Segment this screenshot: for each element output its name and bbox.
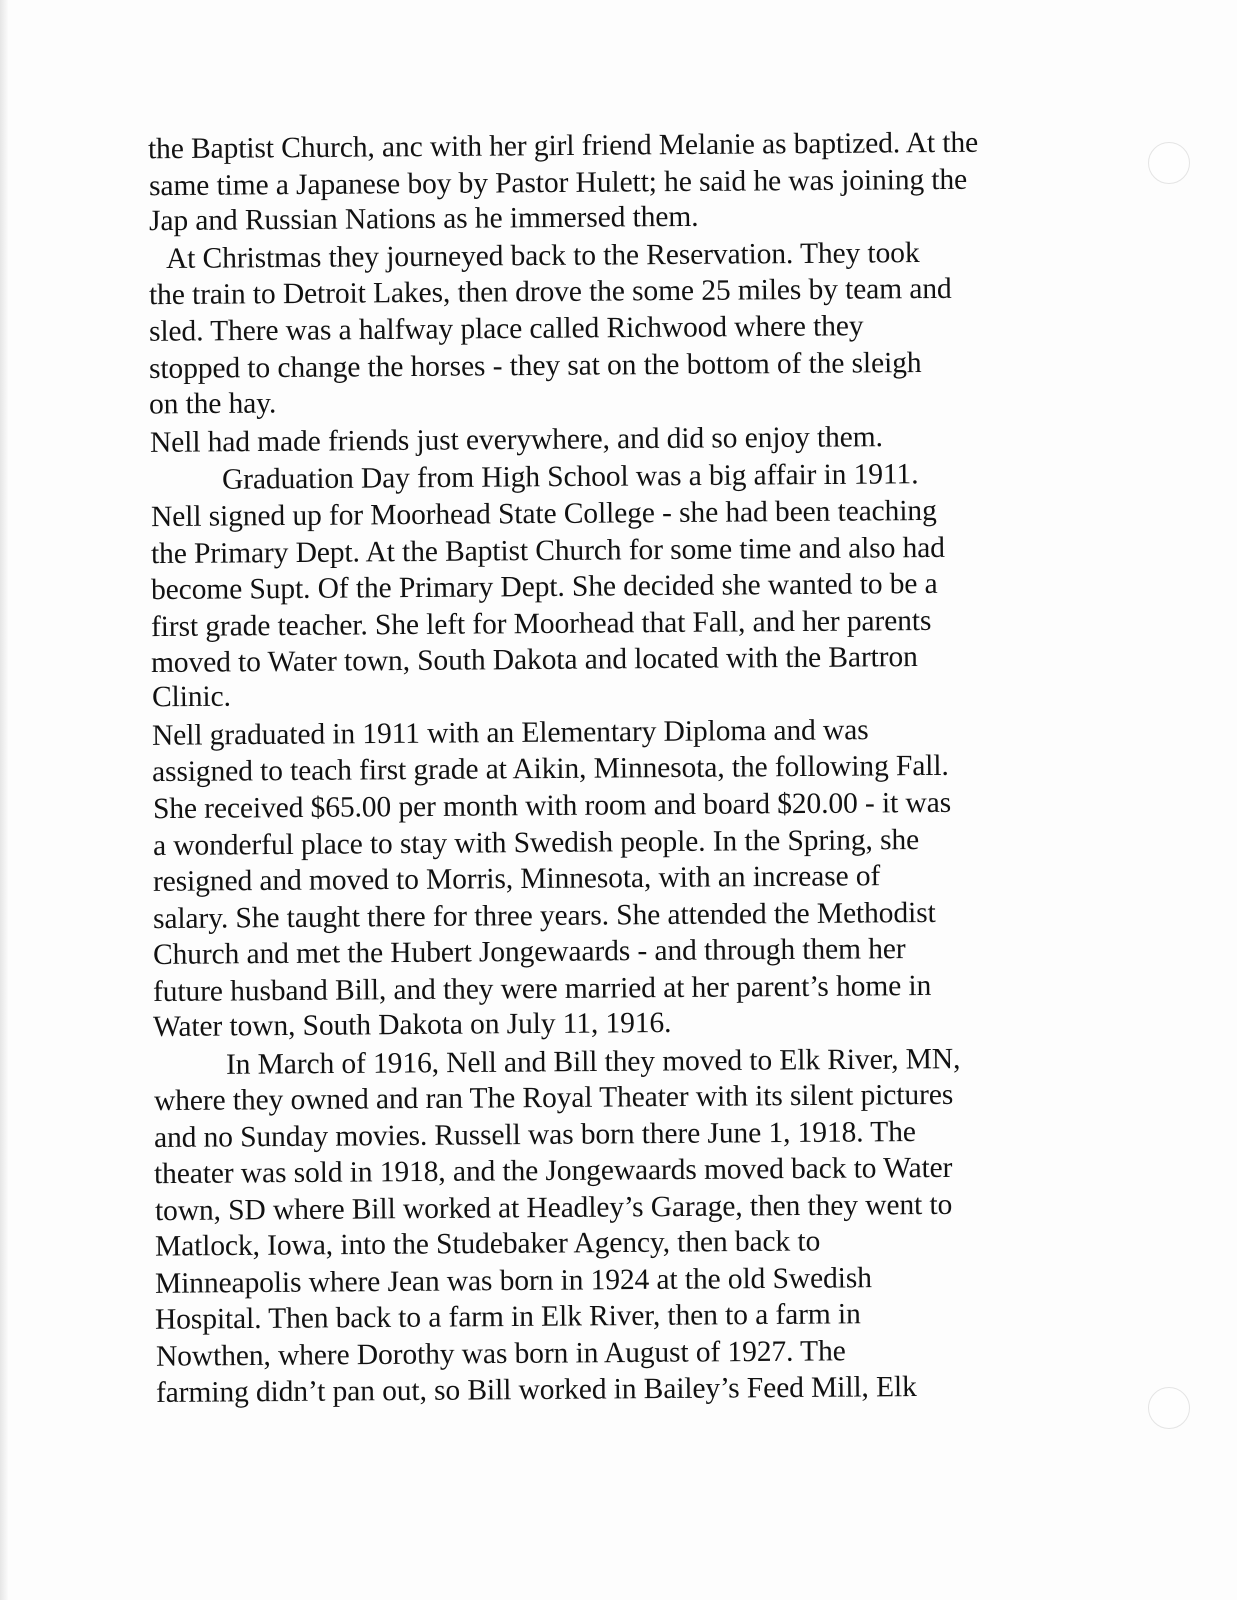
text-line: stopped to change the horses - they sat on the bottom of the sleigh: [148, 346, 922, 386]
text-line: town, SD where Bill worked at Headley’s Garage, then they went to: [154, 1188, 953, 1228]
text-line: where they owned and ran The Royal Theater with its silent pictures: [153, 1078, 954, 1118]
text-line: a wonderful place to stay with Swedish people. In the Spring, she: [152, 823, 920, 863]
text-line: Hospital. Then back to a farm in Elk River, then to a farm in: [154, 1298, 861, 1336]
text-line: She received $65.00 per month with room and board $20.00 - it was: [152, 786, 952, 826]
text-line: Nell signed up for Moorhead State College - she had been teaching: [150, 494, 937, 534]
text-line: farming didn’t pan out, so Bill worked in Bailey’s Feed Mill, Elk: [155, 1371, 917, 1409]
text-line: the train to Detroit Lakes, then drove the some 25 miles by team and: [148, 272, 952, 312]
text-line: future husband Bill, and they were married at her parent’s home in: [152, 969, 932, 1009]
text-line: In March of 1916, Nell and Bill they moved to Elk River, MN,: [225, 1043, 961, 1081]
punch-hole-top: [1148, 142, 1190, 184]
text-line: the Primary Dept. At the Baptist Church for some time and also had: [150, 531, 945, 571]
text-line: salary. She taught there for three years. She attended the Methodist: [152, 896, 936, 936]
text-line: the Baptist Church, anc with her girl friend Melanie as baptized. At the: [147, 126, 979, 166]
text-line: Minneapolis where Jean was born in 1924 at the old Swedish: [154, 1262, 872, 1300]
text-line: moved to Water town, South Dakota and located with the Bartron: [150, 640, 918, 680]
text-line: same time a Japanese boy by Pastor Hulett; he said he was joining the: [148, 163, 968, 203]
text-line: Church and met the Hubert Jongewaards - and through them her: [152, 933, 906, 971]
text-line: Nell had made friends just everywhere, and did so enjoy them.: [149, 421, 883, 459]
text-line: Nell graduated in 1911 with an Elementary Diploma and was: [151, 714, 869, 752]
text-line: sled. There was a halfway place called Richwood where they: [148, 310, 864, 348]
text-line: Matlock, Iowa, into the Studebaker Agency, then back to: [154, 1225, 821, 1263]
text-line: and no Sunday movies. Russell was born there June 1, 1918. The: [153, 1116, 916, 1154]
text-line: first grade teacher. She left for Moorhead that Fall, and her parents: [150, 604, 932, 644]
text-line: Jap and Russian Nations as he immersed them.: [148, 200, 699, 238]
text-line: At Christmas they journeyed back to the Reservation. They took: [165, 237, 920, 275]
scan-edge-shadow: [0, 0, 8, 1600]
text-line: Graduation Day from High School was a big affair in 1911.: [221, 458, 919, 496]
text-line: resigned and moved to Morris, Minnesota, with an increase of: [152, 860, 881, 898]
text-line: Water town, South Dakota on July 11, 1916.: [152, 1006, 672, 1044]
punch-hole-bottom: [1148, 1387, 1190, 1429]
text-line: assigned to teach first grade at Aikin, Minnesota, the following Fall.: [151, 749, 949, 789]
text-line: become Supt. Of the Primary Dept. She decided she wanted to be a: [150, 567, 938, 607]
text-line: on the hay.: [148, 387, 277, 421]
text-line: Clinic.: [151, 680, 231, 714]
text-line: theater was sold in 1918, and the Jongewaards moved back to Water: [153, 1151, 953, 1191]
text-line: Nowthen, where Dorothy was born in August of 1927. The: [155, 1335, 846, 1373]
